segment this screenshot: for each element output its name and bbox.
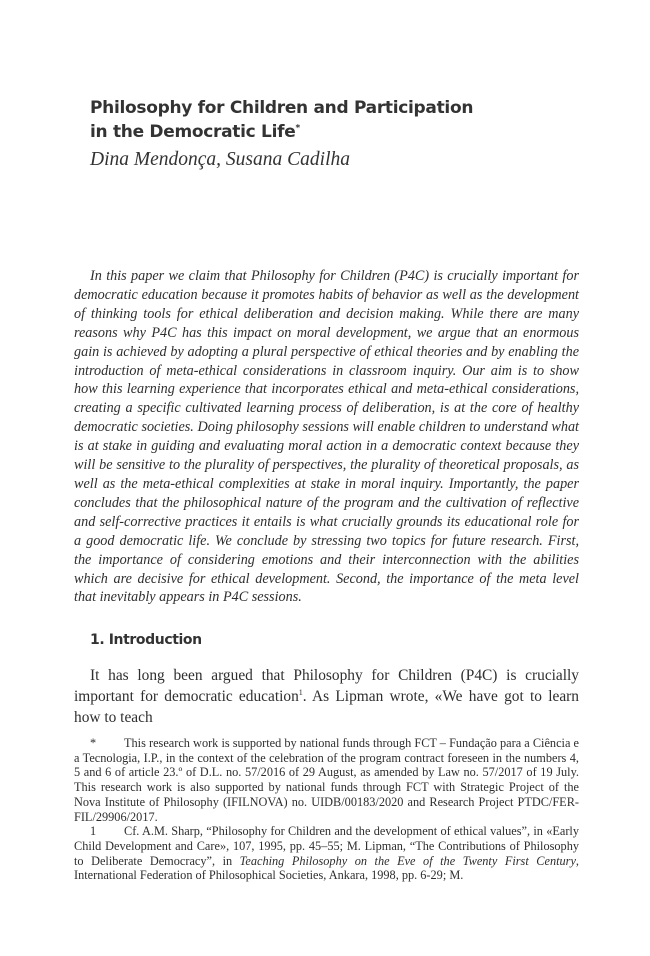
footnote-text: This research work is supported by national funds through FCT – Fundação para a Ciência e a Tecnologia, I.P., in the context of the celebration of the program contract foreseen in the numbers 4, 5 and 6 of article 23.º of D.L. no. 57/2016 of 29 August, as amended by Law no. 57/2017 of 19 July. This research work is also supported by national funds through FCT with Strategic Project of the Nova Institute of Philosophy (IFILNOVA) no. UIDB/00183/2020 and Research Project PTDC/FER-FIL/29906/2017. bbox=[74, 736, 579, 824]
footnote-mark: 1 bbox=[90, 824, 97, 839]
section-heading: 1. Introduction bbox=[90, 632, 202, 648]
paper-title bbox=[90, 96, 590, 144]
title-line-1: Philosophy for Children and Participation bbox=[90, 98, 474, 118]
footnote-1 bbox=[74, 824, 579, 883]
title-line-2: in the Democratic Life bbox=[90, 122, 296, 142]
footnotes bbox=[74, 736, 579, 883]
footnote-mark: * bbox=[90, 736, 97, 750]
footnote-ref-1[interactable]: 1 bbox=[298, 687, 303, 697]
book-title: Teaching Philosophy on the Eve of the Twenty First Century bbox=[239, 853, 576, 868]
title-footnote-marker[interactable]: * bbox=[295, 123, 300, 134]
footnote-text-a: Cf. A.M. Sharp, “Philosophy for Children and the development of ethical values”, in «Early Child Development and Care», 107, 1995, pp. 45–55; M. Lipman, “The Contributions of Philosophy to Deliberate Democracy”, in bbox=[74, 824, 579, 868]
intro-paragraph bbox=[74, 665, 579, 728]
intro-text-1: It has long been argued that Philosophy for Children (P4C) is crucially important for democratic education bbox=[74, 667, 579, 705]
footnote-star bbox=[74, 736, 579, 824]
abstract: In this paper we claim that Philosophy for Children (P4C) is crucially important for democratic education because it promotes habits of behavior as well as the development of thinking tools for ethical deliberation and decision making. While there are many reasons why P4C has this impact on moral development, we argue that an enormous gain is achieved by adopting a plural perspective of ethical theories and by enabling the introduction of meta-ethical considerations in classroom inquiry. Our aim is to show how this learning experience that incorporates ethical and meta-ethical considerations, creating a specific cultivated learning process of deliberation, is at the core of healthy democratic societies. Doing philosophy sessions will enable children to understand what is at stake in guiding and evaluating moral action in a democratic context because they will be sensitive to the plurality of perspectives, the plurality of theoretical proposals, as well as the meta-ethical complexities at stake in moral inquiry. Importantly, the paper concludes that the philosophical nature of the program and the cultivation of reflective and self-corrective practices it entails is what crucially grounds its educational role for a good democratic life. We conclude by stressing two topics for future research. First, the importance of considering emotions and their interconnection with the abilities which are decisive for ethical development. Second, the importance of the meta level that inevitably appears in P4C sessions. bbox=[74, 268, 579, 606]
intro-text-2: . As Lipman wrote, «We have got to learn how to teach bbox=[74, 688, 579, 726]
author-names: Dina Mendonça, Susana Cadilha bbox=[90, 149, 350, 170]
footnote-text-b: , International Federation of Philosophical Societies, Ankara, 1998, pp. 6-29; M. bbox=[74, 853, 579, 883]
